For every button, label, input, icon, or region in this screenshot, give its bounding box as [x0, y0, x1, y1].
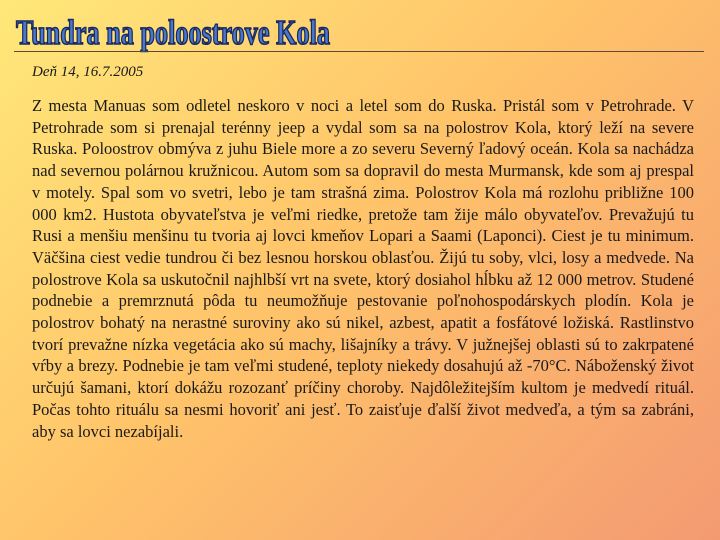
entry-date: Deň 14, 16.7.2005	[32, 64, 144, 80]
page-title-text: Tundra na poloostrove Kola	[16, 13, 330, 52]
page-title	[14, 8, 334, 52]
title-divider	[14, 51, 704, 52]
body-paragraph: Z mesta Manuas som odletel neskoro v noci a letel som do Ruska. Pristál som v Petrohrade. V Petrohrade som si prenajal terénny jeep a vydal som sa na polostrov Kola, ktorý leží na severe Ruska. Poloostrov obmýva z juhu Biele more a zo severu Severný ľadový oceán. Kola sa nachádza nad severnou polárnou kružnicou. Autom som sa dopravil do mesta Murmansk, kde som aj prespal v motely. Spal som vo svetri, lebo je tam strašná zima. Polostrov Kola má rozlohu približne 100 000 km2. Hustota obyvateľstva je veľmi riedke, pretože tam žije málo obyvateľov. Prevažujú tu Rusi a menšiu menšinu tu tvoria aj lovci kmeňov Lopari a Saami (Laponci). Ciest je tu minimum. Väčšina ciest vedie tundrou či bez lesnou horskou oblasťou. Žijú tu soby, vlci, losy a medvede. Na polostrove Kola sa uskutočnil najhlbší vrt na svete, ktorý dosiahol hĺbku až 12 000 metrov. Studené podnebie a premrznutá pôda tu neumožňuje pestovanie poľnohospodárskych plodín. Kola je polostrov bohatý na nerastné suroviny ako sú nikel, azbest, apatit a fosfátové ložiská. Rastlinstvo tvorí prevažne nízka vegetácia ako sú machy, lišajníky a trávy. V južnejšej oblasti sú to zakrpatené vŕby a brezy. Podnebie je tam veľmi studené, teploty niekedy dosahujú až -70°C. Náboženský život určujú šamani, ktorí dokážu rozozanť príčiny choroby. Najdôležitejším kultom je medvedí rituál. Počas tohto rituálu sa nesmi hovoriť ani jesť. To zaisťuje ďalší život medveďa, a tým sa zabráni, aby sa lovci nezabíjali.	[32, 96, 694, 441]
